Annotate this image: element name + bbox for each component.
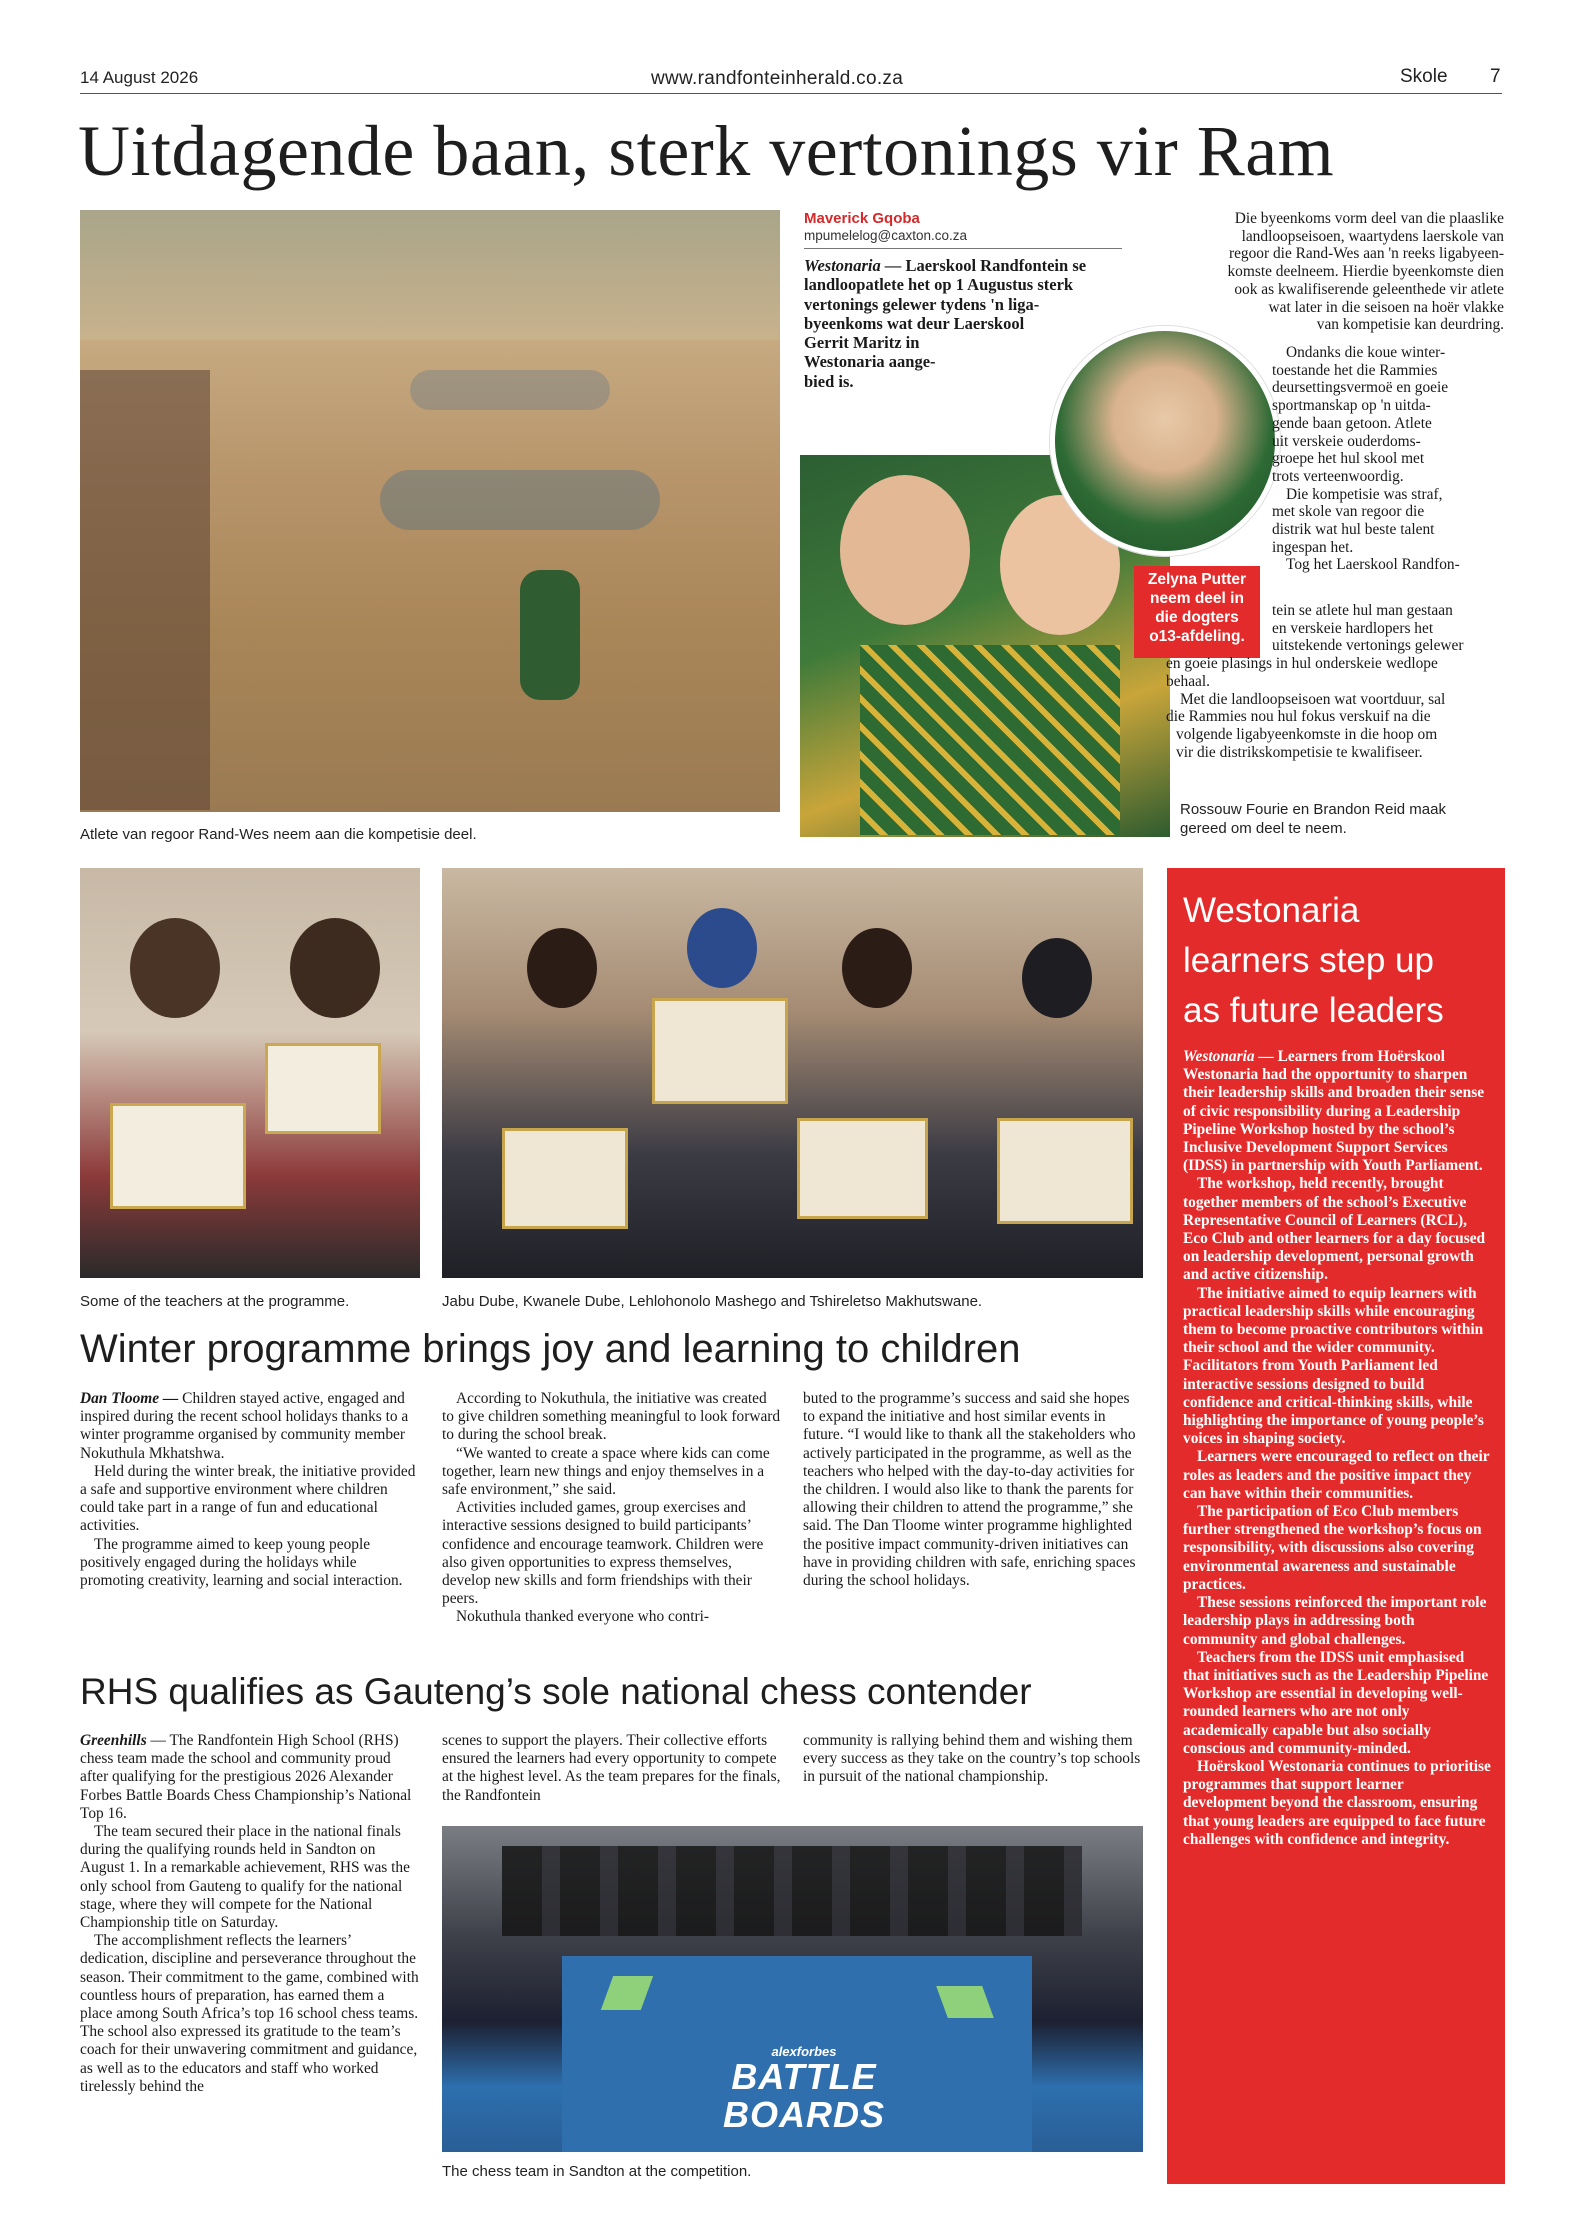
body-line: wat later in die seisoen na hoër vlakke [1268,298,1504,316]
paragraph: community is rallying behind them and wishing them every success as they take on the country’s top schools in pursuit of the national championship. [803,1732,1141,1786]
dateline: Dan Tloome — [80,1390,179,1407]
intro-place: Westonaria — [804,256,902,275]
intro-line: bied is. [804,371,854,391]
byline-email[interactable]: mpumelelog@caxton.co.za [804,228,968,243]
body-line: Ondanks die koue winter- [1286,344,1446,361]
story1-photo-caption: Atlete van regoor Rand-Wes neem aan die kompetisie deel. [80,826,477,843]
leaders-sidebar [1167,868,1505,2184]
paragraph: According to Nokuthula, the initiative was created to give children something meaningful to look forward to during the school break. [442,1390,781,1444]
body-line: en verskeie hardlopers het [1272,619,1434,637]
paragraph: Learners were encouraged to reflect on their roles as leaders and the positive impact they can have within their communities. [1183,1448,1490,1502]
story1-intro [804,256,1134,391]
paragraph: Nokuthula thanked everyone who contri- [456,1608,710,1626]
story1-runners-caption [1180,800,1446,838]
story2-col3 [803,1390,1143,1590]
body-line: groepe het hul skool met [1272,450,1425,468]
dateline: Westonaria — [1183,1048,1274,1065]
body-line: ook as kwalifiserende geleenthede vir atlete [1234,280,1504,298]
site-url[interactable]: www.randfonteinherald.co.za [651,68,904,89]
paragraph: These sessions reinforced the important role leadership plays in addressing both community and global challenges. [1183,1594,1487,1648]
banner-line1: BATTLE [731,2056,877,2097]
story3-headline: RHS qualifies as Gauteng’s sole national chess contender [80,1671,1032,1712]
intro-line: vertonings gelewer tydens 'n liga- [804,294,1040,314]
paragraph: Learners from Hoërskool Westonaria had the opportunity to sharpen their leadership skills and broaden their sense of civic responsibility during a Leadership Pipeline Workshop hosted by the school’s Inclusive Development Support Services (IDSS) in partnership with Youth Parliament. [1183,1048,1485,1175]
body-line: tein se atlete hul man gestaan [1272,602,1453,619]
paragraph: The team secured their place in the national finals during the qualifying rounds held in Sandton on August 1. In a remarkable achievement, RHS was the only school from Gauteng to qualify for the national stage, where they will compete for the National Championship title on Saturday. [80,1823,410,1932]
story1-body-bottom [1164,602,1504,761]
paragraph: The programme aimed to keep young people positively engaged during the holidays while promoting creativity, learning and social interaction. [80,1535,403,1590]
children-caption: Jabu Dube, Kwanele Dube, Lehlohonolo Mashego and Tshireletso Makhutswane. [442,1293,983,1310]
body-line: uit verskeie ouderdoms- [1272,432,1421,450]
intro-line: byeenkoms wat deur Laerskool [804,313,1025,333]
paragraph: Teachers from the IDSS unit emphasised that initiatives such as the Leadership Pipeline Workshop are essential in developing well-rounded learners who are not only academically capable but also socially conscious and community-minded. [1183,1648,1489,1757]
story3-col1 [80,1732,420,2096]
body-line: behaal. [1166,672,1211,690]
body-line: regoor die Rand-Wes aan 'n reeks ligabyeen- [1228,245,1504,263]
story2-headline: Winter programme brings joy and learning to children [80,1327,1021,1371]
intro-line: Westonaria aange- [804,352,936,372]
teachers-caption: Some of the teachers at the programme. [80,1293,350,1310]
body-line: uitstekende vertonings gelewer [1272,637,1464,655]
section-name: Skole [1400,66,1448,87]
byline-rule [804,248,1122,249]
dateline: Greenhills [80,1732,147,1749]
page-number: 7 [1490,66,1501,87]
story1-body [1164,210,1504,334]
headline-line: Westonaria [1183,891,1360,930]
caption-line: gereed om deel te neem. [1180,820,1347,837]
body-line: distrik wat hul beste talent [1272,521,1435,539]
paragraph: Held during the winter break, the initiative provided a safe and supportive environment where children could take part in a range of fun and educational activities. [80,1462,416,1535]
paragraph: scenes to support the players. Their collective efforts ensured the learners had every opportunity to compete at the highest level. As the team prepares for the finals, the Randfontein [442,1732,781,1804]
body-line: deursettingsvermoë en goeie [1272,379,1449,397]
body-line: vir die distrikskompetisie te kwalifiseer. [1176,743,1423,761]
caption-line: Rossouw Fourie en Brandon Reid maak [1180,801,1446,818]
intro-line: Laerskool Randfontein se [905,256,1087,275]
header-rule [80,93,1502,94]
paragraph: — The Randfontein High School (RHS) chess team made the school and community proud after qualifying for the prestigious 2026 Alexander Forbes Battle Boards Chess Championship’s National Top 16. [80,1732,412,1822]
paragraph: buted to the programme’s success and said she hopes to expand the initiative and host similar events in future. “I would like to thank all the stakeholders who actively participated in the programme, as well as the teachers who helped with the day-to-day activities for the children. I would also like to thank the parents for allowing their children to attend the programme,” she said. The Dan Tloome winter programme highlighted the positive impact community-driven initiatives can have in providing children with safe, enriching spaces during the school holidays. [803,1390,1136,1590]
paragraph: The participation of Eco Club members further strengthened the workshop’s focus on responsibility, with discussions also covering environmental awareness and sustainable practices. [1183,1503,1482,1593]
paragraph: Hoërskool Westonaria continues to prioritise programmes that support learner development beyond the classroom, ensuring that young leaders are equipped to face future challenges with confidence and integrity. [1183,1757,1491,1848]
story4-headline [1183,886,1493,1036]
body-line: Die byeenkoms vorm deel van die plaaslike [1234,210,1504,227]
inset-caption-line: die dogters [1155,609,1239,626]
body-line: Tog het Laerskool Randfon- [1286,556,1460,574]
story4-body [1183,1048,1491,1849]
headline-line: learners step up [1183,941,1434,980]
story3-col3 [803,1732,1143,1787]
inset-caption-line: neem deel in [1150,590,1244,607]
body-line: volgende ligabyeenkomste in die hoop om [1176,725,1438,743]
headline-line: as future leaders [1183,991,1444,1030]
body-line: Met die landloopseisoen wat voortduur, sal [1180,690,1446,708]
story1-headline: Uitdagende baan, sterk vertonings vir Ram [78,111,1335,191]
paragraph: The accomplishment reflects the learners’ dedication, discipline and perseverance throughout the season. Their commitment to the game, combined with countless hours of preparation, has earned them a place among South Africa’s top 16 school chess teams. The school also expressed its gratitude to the team’s coach for their unwavering commitment and guidance, as well as to the educators and staff who worked tirelessly behind the [80,1932,419,2095]
body-line: trots verteenwoordig. [1272,467,1404,485]
paragraph: “We wanted to create a space where kids can come together, learn new things and enjoy themselves in a safe environment,” she said. [442,1444,770,1499]
paragraph: The workshop, held recently, brought together members of the school’s Executive Representative Council of Learners (RCL), Eco Club and other learners for a day focused on leadership development, personal growth and active citizenship. [1183,1175,1486,1284]
inset-caption-line: Zelyna Putter [1147,571,1247,588]
chess-team-photo [442,1826,1143,2152]
banner-sponsor: alexforbes [771,2044,837,2059]
paragraph: The initiative aimed to equip learners with practical leadership skills while encouraging them to become proactive contributors within their school and the wider community. Facilitators from Youth Parliament led interactive sessions designed to build confidence and critical-thinking skills, while highlighting the importance of young people’s voices in shaping society. [1183,1284,1484,1448]
body-line: die Rammies nou hul fokus verskuif na die [1166,708,1431,726]
body-line: komste deelneem. Hierdie byeenkomste dien [1227,263,1504,281]
body-line: sportmanskap op 'n uitda- [1272,397,1431,415]
byline-name: Maverick Gqoba [804,210,920,227]
body-line: ingespan het. [1272,538,1354,556]
story1-body-wrap [1272,344,1504,574]
body-line: Die kompetisie was straf, [1286,485,1443,503]
body-line: landloopseisoen, waartydens laerskole van [1241,227,1504,245]
intro-line: Gerrit Maritz in [804,333,920,353]
chess-caption: The chess team in Sandton at the competition. [442,2163,752,2180]
story2-col2 [442,1390,782,1627]
banner-line2: BOARDS [722,2094,885,2135]
paragraph: Activities included games, group exercises and interactive sessions designed to build participants’ confidence and encourage teamwork. Children were also given opportunities to express themselves, develop new skills and form friendships with their peers. [442,1499,764,1608]
body-line: toestande het die Rammies [1272,361,1438,379]
teachers-photo [80,868,420,1278]
cross-country-photo [80,210,780,812]
body-line: met skole van regoor die [1272,503,1425,521]
issue-date: 14 August 2026 [80,68,199,87]
inset-caption-line: o13-afdeling. [1149,628,1245,645]
body-line: van kompetisie kan deurdring. [1316,316,1504,334]
story3-col2 [442,1732,782,1805]
children-photo [442,868,1143,1278]
body-line: en goeie plasings in hul onderskeie wedlope [1166,655,1438,673]
body-line: gende baan getoon. Atlete [1272,414,1432,432]
intro-line: landloopatlete het op 1 Augustus sterk [804,275,1074,295]
story2-col1 [80,1390,420,1590]
paragraph: Children stayed active, engaged and inspired during the recent school holidays thanks to a winter programme organised by community member Nokuthula Mkhatshwa. [80,1390,409,1462]
